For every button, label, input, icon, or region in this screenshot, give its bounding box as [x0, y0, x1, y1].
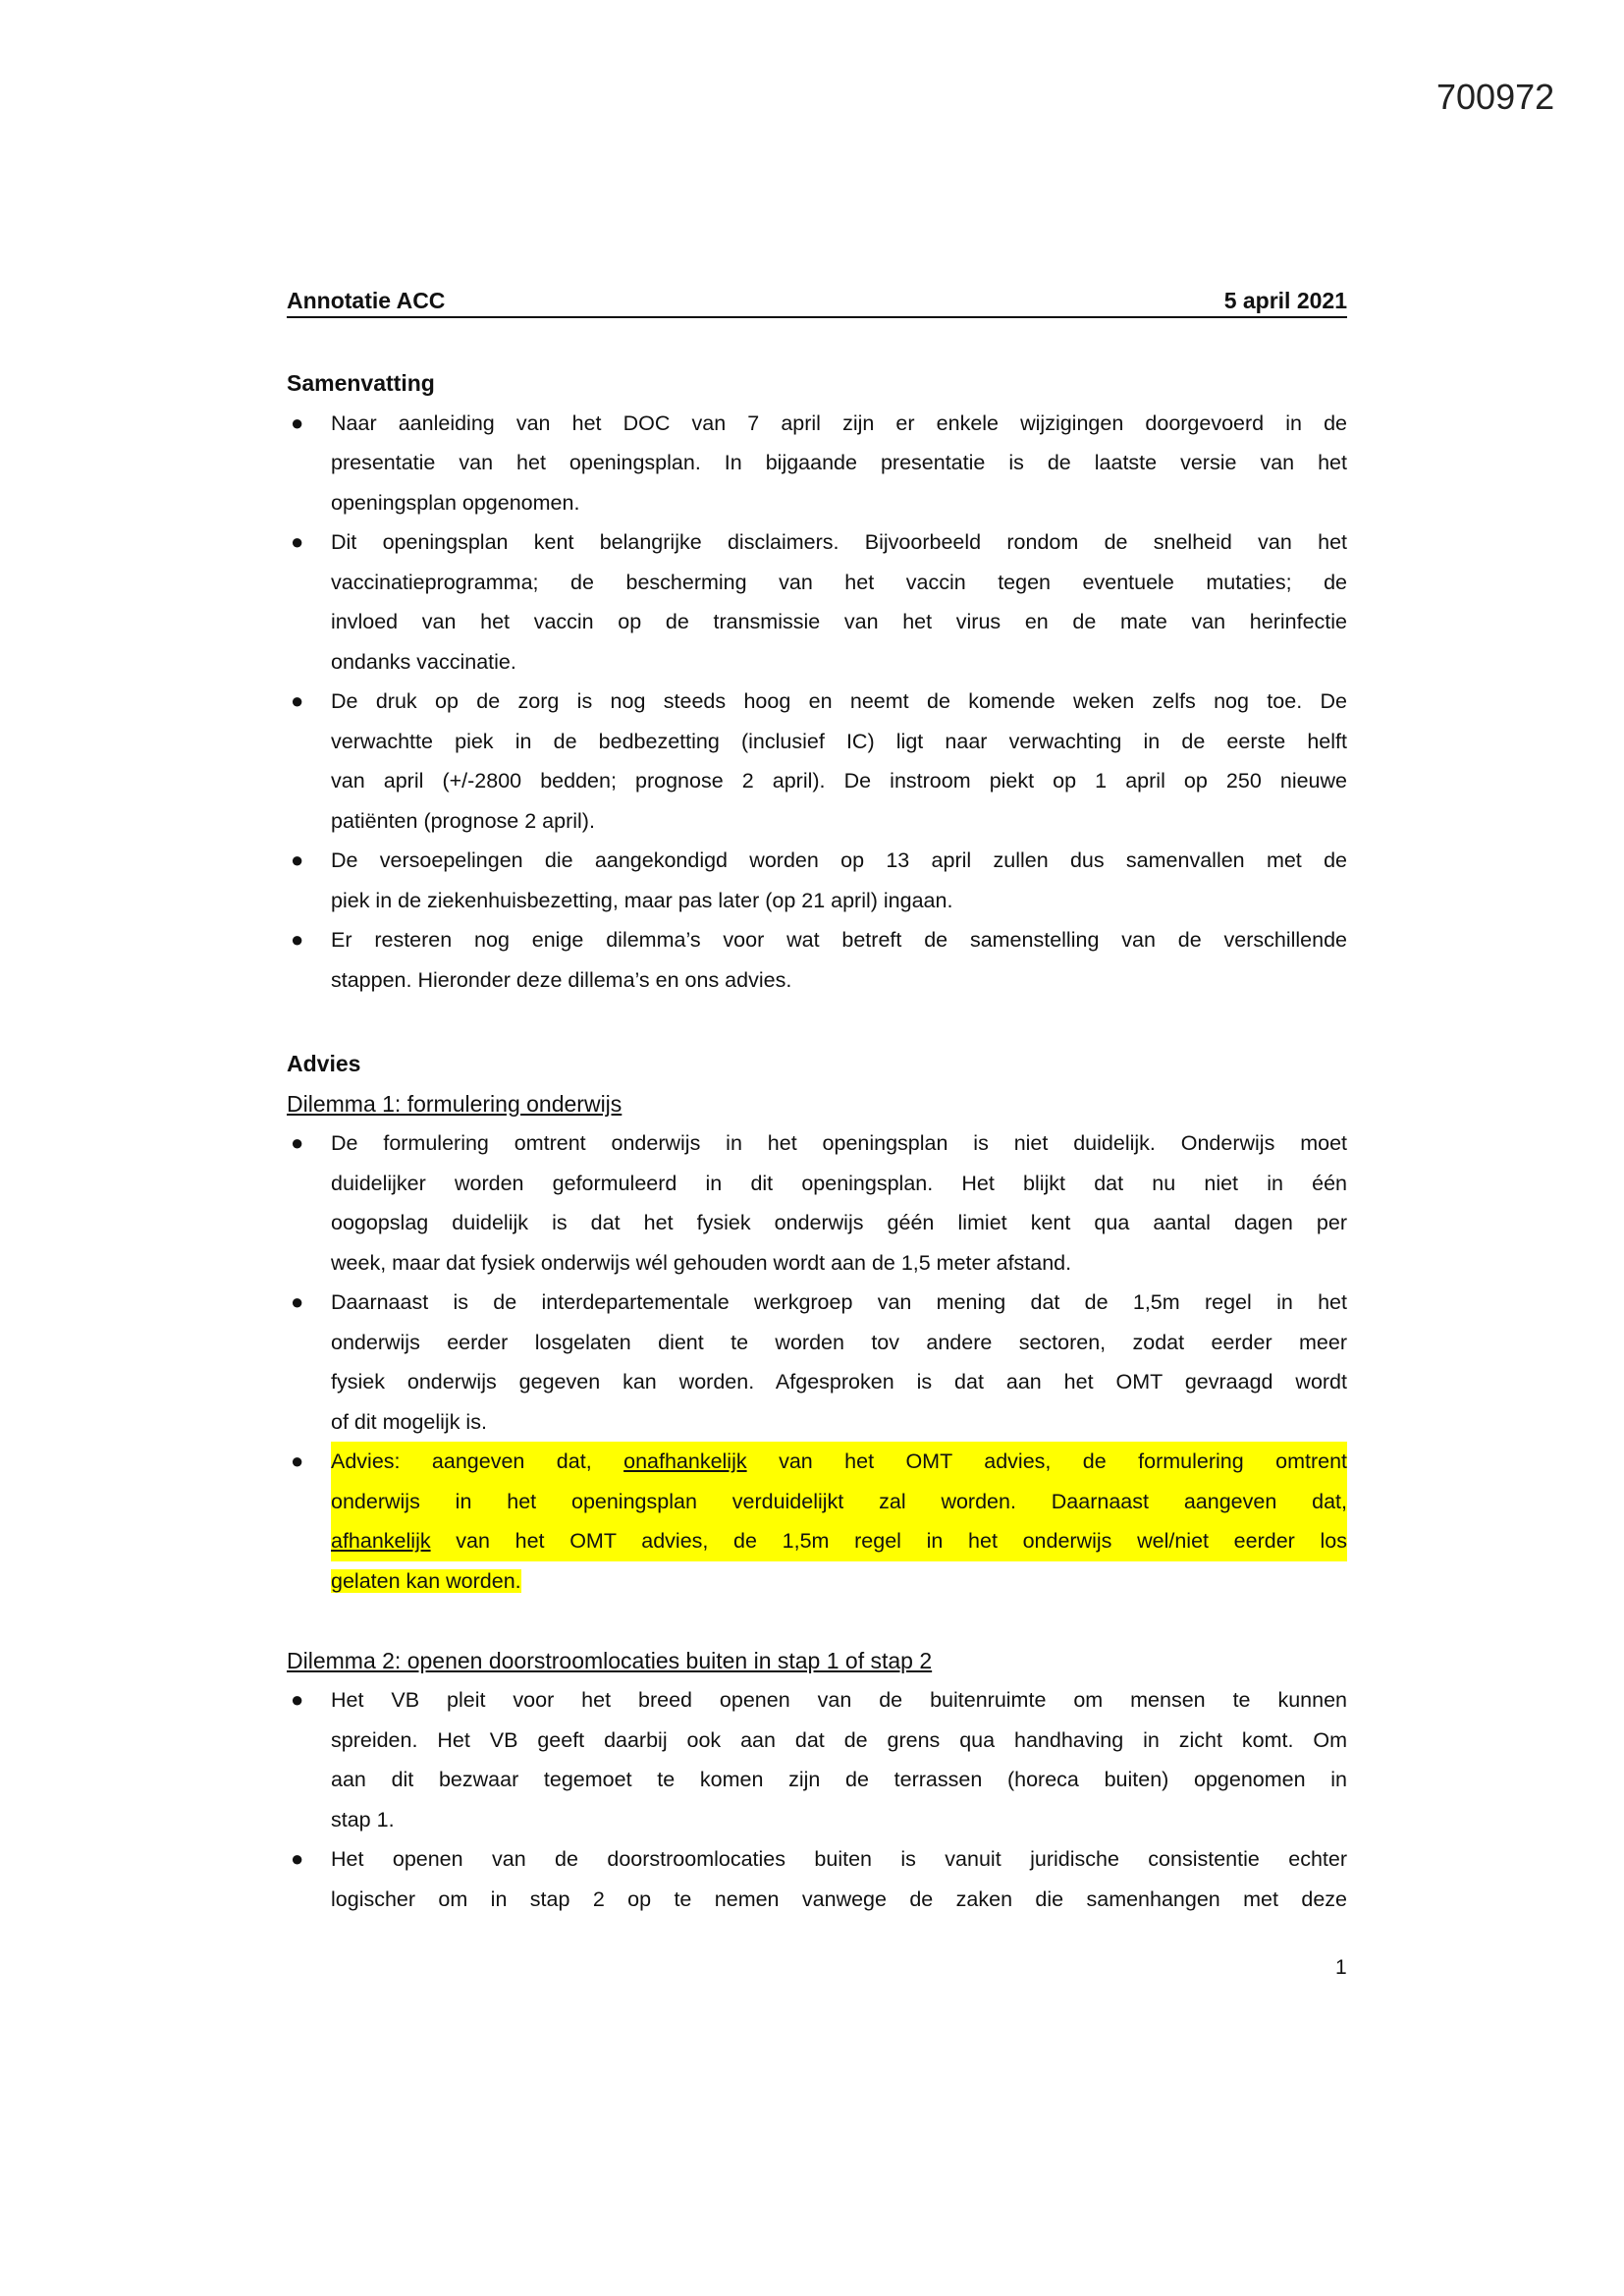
text-line: onderwijs eerder losgelaten dient te worden tov andere sectoren, zodat eerder meer [331, 1330, 1347, 1354]
text-line: patiënten (prognose 2 april). [331, 808, 595, 833]
summary-list [287, 404, 1347, 1001]
bullet-item [287, 1283, 1347, 1442]
page-number: 1 [1335, 1956, 1347, 1979]
highlight-line [331, 1521, 1347, 1561]
bullet-item [287, 841, 1347, 920]
text-line: of dit mogelijk is. [331, 1409, 487, 1434]
summary-section [287, 363, 1347, 1000]
bullet-item [287, 522, 1347, 682]
bullet-icon: ● [291, 847, 304, 872]
text-line: verwachtte piek in de bedbezetting (inclusief IC) ligt naar verwachting in de eerste helft [331, 729, 1347, 753]
dilemma2-list [287, 1680, 1347, 1919]
document-number: 700972 [1436, 77, 1555, 117]
bullet-icon: ● [291, 927, 304, 952]
document-header [287, 287, 1347, 318]
text-line: logischer om in stap 2 op te nemen vanwege de zaken die samenhangen met deze [331, 1886, 1347, 1911]
dilemma1-list [287, 1123, 1347, 1442]
text-line: van april (+/-2800 bedden; prognose 2 april). De instroom piekt op 1 april op 250 nieuwe [331, 769, 1347, 793]
text-line: duidelijker worden geformuleerd in dit openingsplan. Het blijkt dat nu niet in één [331, 1171, 1347, 1195]
highlight-line [331, 1442, 1347, 1482]
text-line: oogopslag duidelijk is dat het fysiek onderwijs géén limiet kent qua aantal dagen per [331, 1211, 1347, 1234]
text-line: fysiek onderwijs gegeven kan worden. Afgesproken is dat aan het OMT gevraagd wordt [331, 1370, 1347, 1394]
advice-heading: Advies [287, 1051, 361, 1076]
text-line: presentatie van het openingsplan. In bijgaande presentatie is de laatste versie van het [331, 451, 1347, 474]
text: van het OMT advies, de 1,5m regel in het onderwijs wel/niet eerder los [456, 1529, 1347, 1553]
bullet-item [287, 682, 1347, 841]
text: van het OMT advies, de formulering omtrent [779, 1449, 1347, 1473]
bullet-icon: ● [291, 410, 304, 435]
text-line: Dit openingsplan kent belangrijke disclaimers. Bijvoorbeeld rondom de snelheid van het [331, 530, 1347, 554]
text: Advies: aangeven dat, [331, 1449, 592, 1473]
underlined-onafhankelijk: onafhankelijk [623, 1449, 747, 1473]
text-line: De druk op de zorg is nog steeds hoog en neemt de komende weken zelfs nog toe. De [331, 689, 1347, 713]
text-line: invloed van het vaccin op de transmissie van het virus en de mate van herinfectie [331, 610, 1347, 633]
bullet-icon: ● [291, 1449, 304, 1473]
header-date: 5 april 2021 [1223, 288, 1347, 313]
bullet-icon: ● [291, 1130, 304, 1155]
text-line: openingsplan opgenomen. [331, 490, 580, 515]
bullet-item [287, 1839, 1347, 1919]
highlight-line: gelaten kan worden. [331, 1568, 521, 1593]
text-line: Er resteren nog enige dilemma’s voor wat betreft de samenstelling van de verschillende [331, 928, 1347, 952]
bullet-item [287, 1123, 1347, 1283]
advice-section [287, 1044, 1347, 1919]
text-line: spreiden. Het VB geeft daarbij ook aan dat de grens qua handhaving in zicht komt. Om [331, 1727, 1347, 1752]
advice-highlighted-bullet [287, 1442, 1347, 1601]
header-title: Annotatie ACC [287, 288, 446, 313]
text-line: De formulering omtrent onderwijs in het openingsplan is niet duidelijk. Onderwijs moet [331, 1131, 1347, 1155]
underlined-afhankelijk: afhankelijk [331, 1529, 431, 1553]
summary-heading: Samenvatting [287, 370, 435, 396]
bullet-icon: ● [291, 1289, 304, 1314]
text-line: week, maar dat fysiek onderwijs wél gehouden wordt aan de 1,5 meter afstand. [331, 1250, 1072, 1275]
text-line: Daarnaast is de interdepartementale werkgroep van mening dat de 1,5m regel in het [331, 1290, 1347, 1314]
text-line: Het openen van de doorstroomlocaties buiten is vanuit juridische consistentie echter [331, 1847, 1347, 1871]
text-line: ondanks vaccinatie. [331, 649, 516, 674]
text-line: stap 1. [331, 1807, 395, 1831]
highlight-line: onderwijs in het openingsplan verduidelijkt zal worden. Daarnaast aangeven dat, [331, 1482, 1347, 1522]
bullet-icon: ● [291, 1687, 304, 1712]
bullet-item [287, 404, 1347, 523]
text-line: stappen. Hieronder deze dillema’s en ons advies. [331, 967, 792, 992]
bullet-icon: ● [291, 688, 304, 713]
text-line: Naar aanleiding van het DOC van 7 april zijn er enkele wijzigingen doorgevoerd in de [331, 410, 1347, 435]
bullet-item [287, 920, 1347, 1000]
text-line: piek in de ziekenhuisbezetting, maar pas later (op 21 april) ingaan. [331, 888, 953, 912]
dilemma1-title: Dilemma 1: formulering onderwijs [287, 1090, 623, 1117]
text-line: vaccinatieprogramma; de bescherming van het vaccin tegen eventuele mutaties; de [331, 570, 1347, 594]
text-line: De versoepelingen die aangekondigd worden op 13 april zullen dus samenvallen met de [331, 848, 1347, 872]
bullet-icon: ● [291, 1846, 304, 1871]
text-line: aan dit bezwaar tegemoet te komen zijn de terrassen (horeca buiten) opgenomen in [331, 1768, 1347, 1791]
text-line: Het VB pleit voor het breed openen van de buitenruimte om mensen te kunnen [331, 1688, 1347, 1712]
bullet-icon: ● [291, 529, 304, 554]
dilemma2-title: Dilemma 2: openen doorstroomlocaties buiten in stap 1 of stap 2 [287, 1647, 933, 1673]
bullet-item [287, 1680, 1347, 1839]
